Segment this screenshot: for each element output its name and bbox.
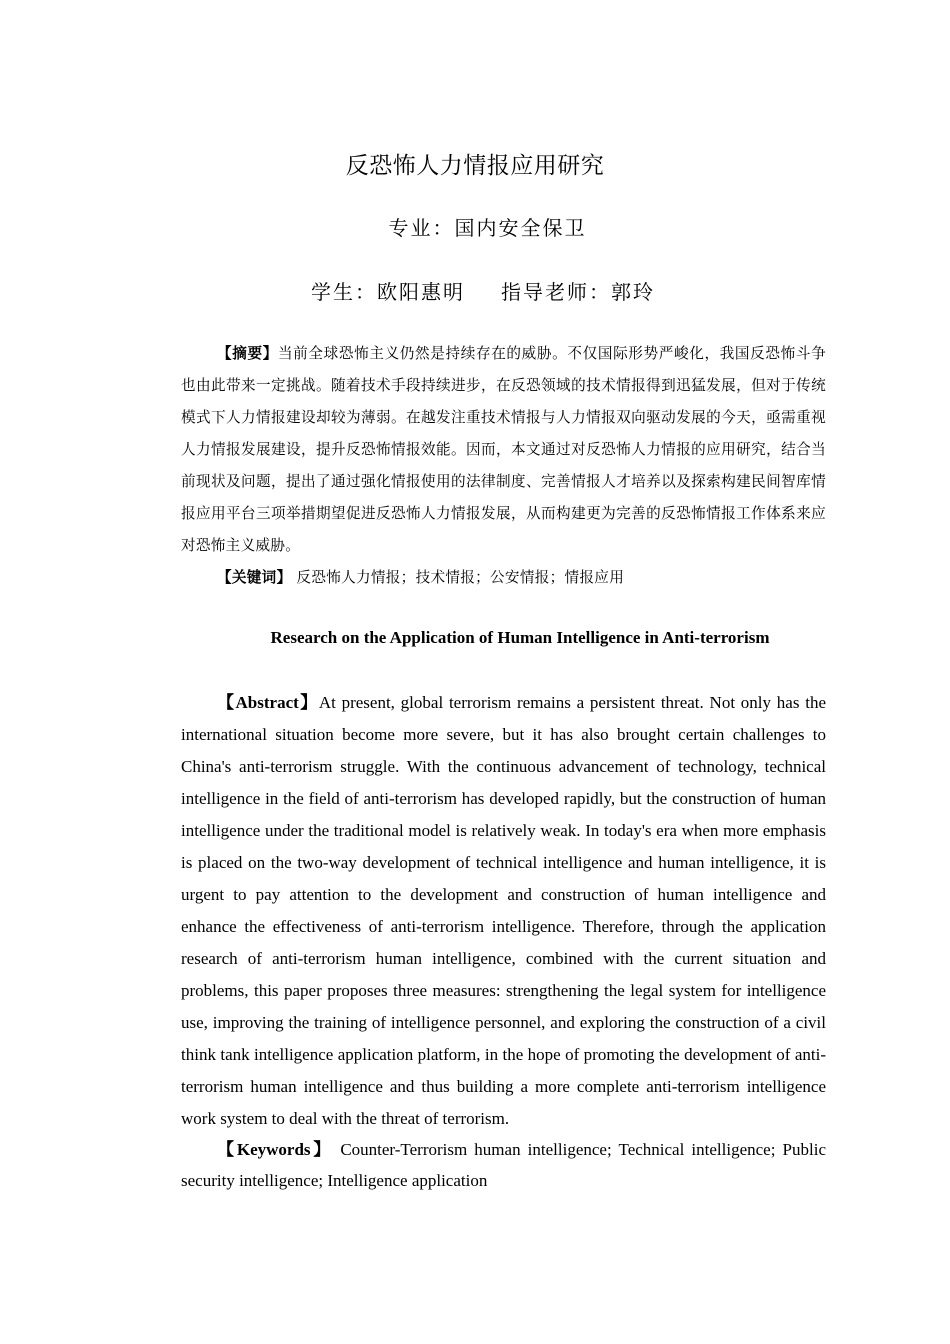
keywords-chinese-text: 反恐怖人力情报；技术情报；公安情报；情报应用: [291, 569, 625, 586]
keywords-english-text: Counter-Terrorism human intelligence; Technical intelligence; Public security intelligence; Intelligence application: [181, 1140, 826, 1190]
abstract-chinese-text: 当前全球恐怖主义仍然是持续存在的威胁。不仅国际形势严峻化，我国反恐怖斗争也由此带来一定挑战。随着技术手段持续进步，在反恐领域的技术情报得到迅猛发展，但对于传统模式下人力情报建设却较为薄弱。在越发注重技术情报与人力情报双向驱动发展的今天，亟需重视人力情报发展建设，提升反恐怖情报效能。因而，本文通过对反恐怖人力情报的应用研究，结合当前现状及问题，提出了通过强化情报使用的法律制度、完善情报人才培养以及探索构建民间智库情报应用平台三项举措期望促进反恐怖人力情报发展，从而构建更为完善的反恐怖情报工作体系来应对恐怖主义威胁。: [181, 345, 826, 554]
student-name: 学生：欧阳惠明: [311, 280, 465, 304]
abstract-english-text: At present, global terrorism remains a persistent threat. Not only has the international situation become more severe, but it has also brought certain challenges to China's anti-terrorism struggle. With the continuous advancement of technology, technical intelligence in the field of anti-terrorism has developed rapidly, but the construction of human intelligence under the traditional model is relatively weak. In today's era when more emphasis is placed on the two-way development of technical intelligence and human intelligence, it is urgent to pay attention to the development and construction of human intelligence and enhance the effectiveness of anti-terrorism intelligence. Therefore, through the application research of anti-terrorism human intelligence, combined with the current situation and problems, this paper proposes three measures: strengthening the legal system for intelligence use, improving the training of intelligence personnel, and exploring the construction of a civil think tank intelligence application platform, in the hope of promoting the development of anti-terrorism human intelligence and thus building a more complete anti-terrorism intelligence work system to deal with the threat of terrorism.: [181, 693, 826, 1128]
keywords-english: [181, 1134, 826, 1196]
author-line: [0, 276, 950, 305]
abstract-chinese-label: 【摘要】: [217, 345, 278, 362]
major-line: 专业：国内安全保卫: [388, 216, 587, 240]
keywords-chinese-label: 【关键词】: [217, 569, 292, 586]
paper-title-english: Research on the Application of Human Intelligence in Anti-terrorism: [270, 628, 770, 647]
keywords-chinese: [181, 562, 826, 594]
abstract-english-label: 【Abstract】: [217, 693, 319, 712]
abstract-chinese: [181, 338, 826, 562]
advisor-name: 指导老师：郭玲: [501, 280, 655, 304]
keywords-english-label: 【Keywords】: [217, 1140, 334, 1159]
abstract-english: [181, 687, 826, 1135]
paper-title-chinese: 反恐怖人力情报应用研究: [345, 153, 605, 179]
